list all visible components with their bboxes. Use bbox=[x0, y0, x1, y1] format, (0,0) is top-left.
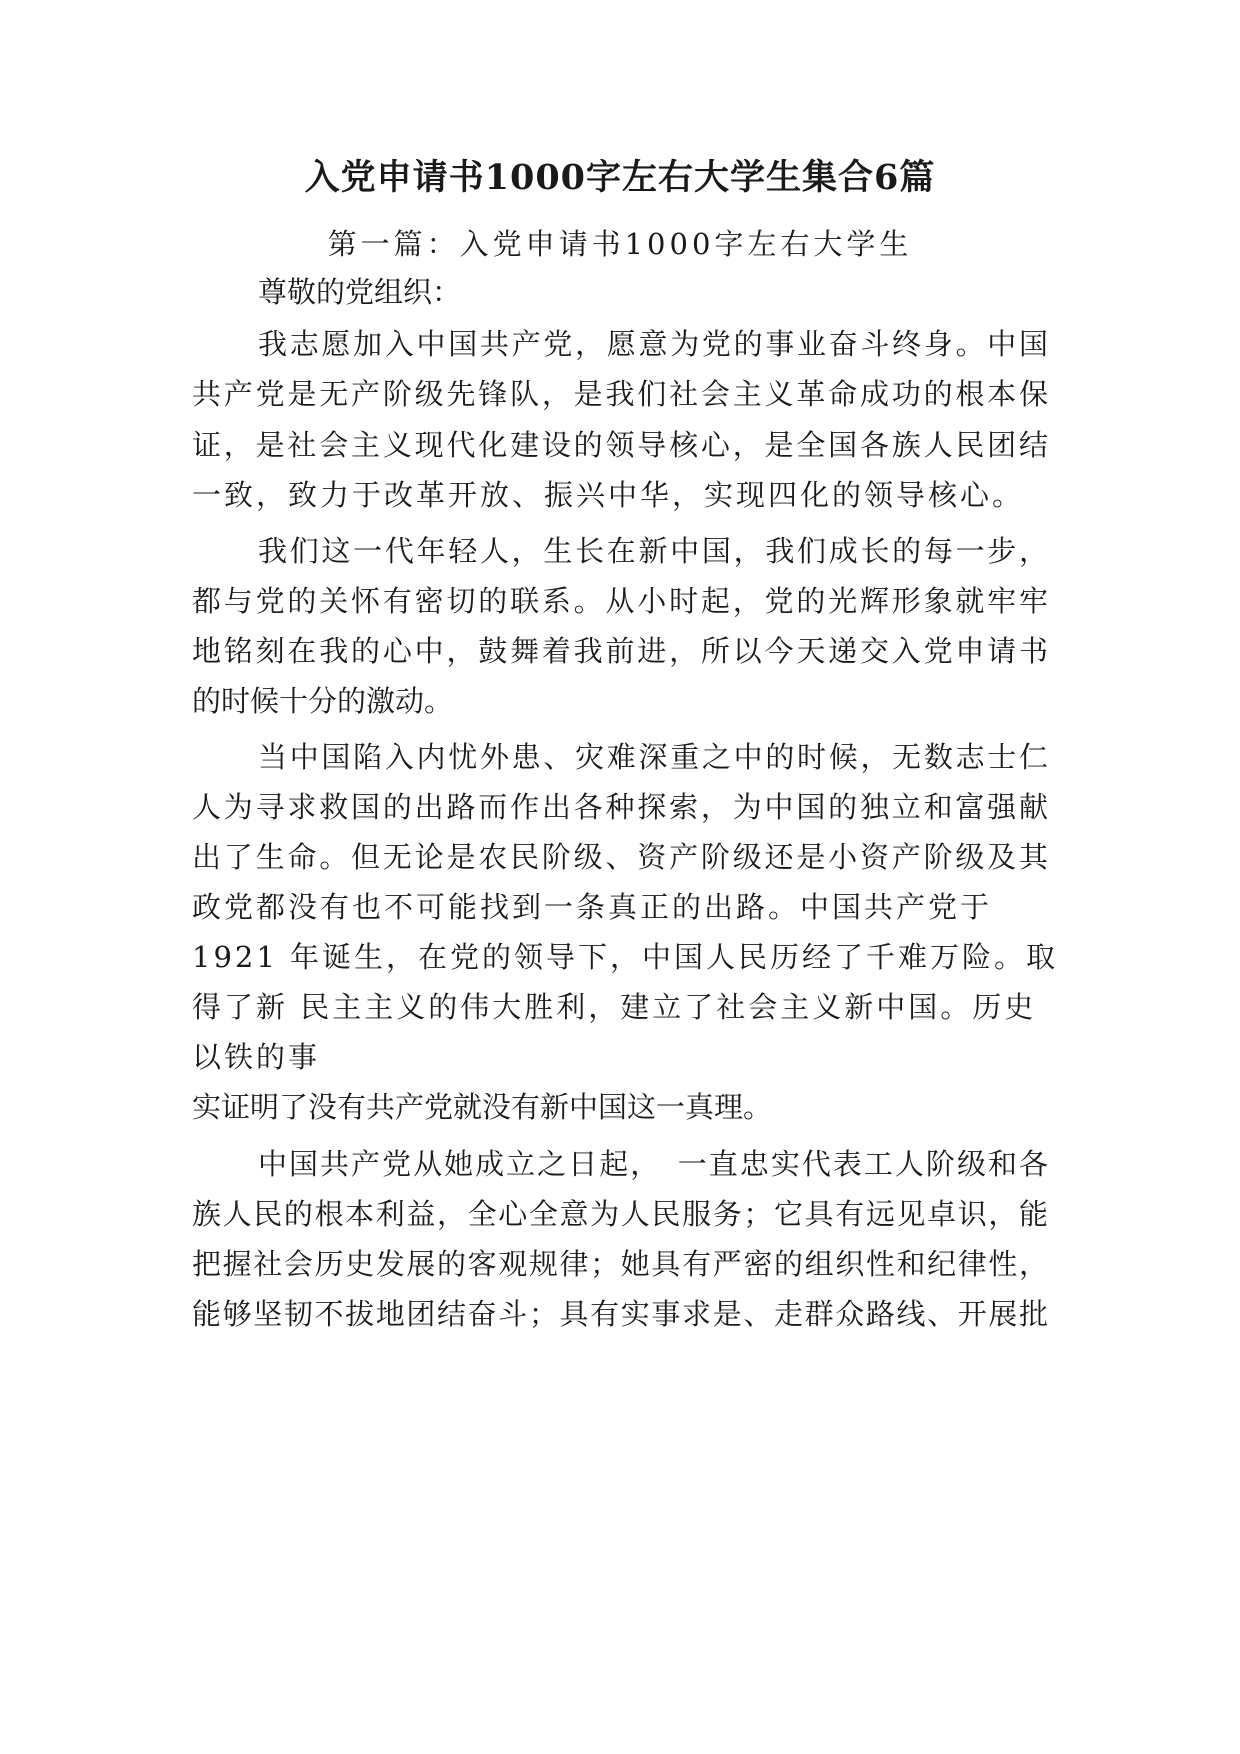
paragraph-line: 1921 年诞生，在党的领导下，中国人民历经了千难万险。取 bbox=[192, 940, 1059, 974]
paragraph-line: 出了生命。但无论是农民阶级、资产阶级还是小资产阶级及其 bbox=[192, 840, 1048, 874]
paragraph-line: 人为寻求救国的出路而作出各种探索，为中国的独立和富强献 bbox=[192, 790, 1048, 824]
paragraph-line: 得了新 民主主义的伟大胜利，建立了社会主义新中国。历史 bbox=[192, 990, 1037, 1024]
document-title: 入党申请书1000字左右大学生集合6篇 bbox=[304, 157, 936, 198]
paragraph-line: 以铁的事 bbox=[192, 1040, 321, 1074]
paragraph-line: 证，是社会主义现代化建设的领导核心，是全国各族人民团结 bbox=[192, 428, 1048, 462]
paragraph-line: 族人民的根本利益，全心全意为人民服务；它具有远见卓识，能 bbox=[192, 1197, 1048, 1231]
paragraph-line: 一致，致力于改革开放、振兴中华，实现四化的领导核心。 bbox=[192, 478, 1025, 512]
paragraph-line: 都与党的关怀有密切的联系。从小时起，党的光辉形象就牢牢 bbox=[192, 584, 1048, 618]
paragraph-line: 实证明了没有共产党就没有新中国这一真理。 bbox=[192, 1090, 773, 1124]
paragraph-line: 的时候十分的激动。 bbox=[192, 684, 454, 718]
paragraph-line: 把握社会历史发展的客观规律；她具有严密的组织性和纪律性， bbox=[192, 1247, 1048, 1281]
paragraph-line: 中国共产党从她成立之日起， 一直忠实代表工人阶级和各 bbox=[258, 1147, 1048, 1181]
paragraph-line: 我志愿加入中国共产党，愿意为党的事业奋斗终身。中国 bbox=[258, 327, 1048, 361]
paragraph-line: 政党都没有也不可能找到一条真正的出路。中国共产党于 bbox=[192, 890, 993, 924]
document-subtitle: 第一篇：入党申请书1000字左右大学生 bbox=[327, 227, 913, 261]
paragraph-line: 当中国陷入内忧外患、灾难深重之中的时候，无数志士仁 bbox=[258, 740, 1048, 774]
paragraph-line: 能够坚韧不拔地团结奋斗；具有实事求是、走群众路线、开展批 bbox=[192, 1297, 1048, 1331]
paragraph-line: 共产党是无产阶级先锋队，是我们社会主义革命成功的根本保 bbox=[192, 377, 1048, 411]
paragraph-line: 我们这一代年轻人，生长在新中国，我们成长的每一步， bbox=[258, 534, 1048, 568]
salutation: 尊敬的党组织： bbox=[258, 275, 462, 309]
paragraph-line: 地铭刻在我的心中，鼓舞着我前进，所以今天递交入党申请书 bbox=[192, 634, 1048, 668]
